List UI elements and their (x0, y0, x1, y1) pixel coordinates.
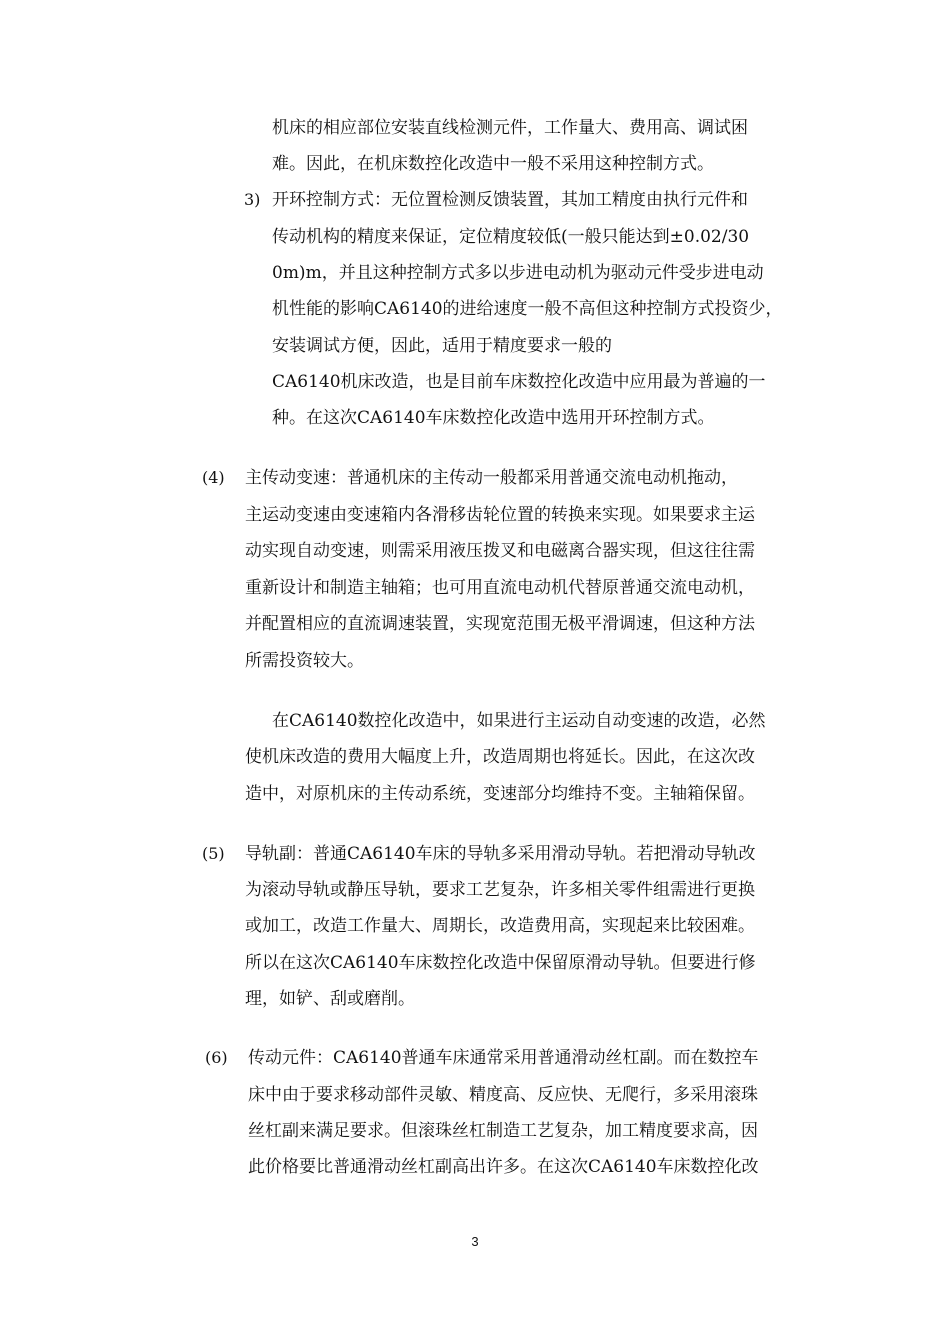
paragraph-line: 开环控制方式：无位置检测反馈装置，其加工精度由执行元件和 (272, 190, 748, 210)
list-number: 3) (244, 190, 261, 209)
paragraph-line: 重新设计和制造主轴箱；也可用直流电动机代替原普通交流电动机， (245, 578, 755, 598)
paragraph-line: 安装调试方便，因此，适用于精度要求一般的 (272, 336, 612, 356)
list-number: (5) (202, 844, 225, 863)
paragraph-line: 丝杠副来满足要求。但滚珠丝杠制造工艺复杂，加工精度要求高，因 (248, 1121, 758, 1141)
paragraph-line: 使机床改造的费用大幅度上升，改造周期也将延长。因此，在这次改 (245, 747, 755, 767)
paragraph-line: 所以在这次CA6140车床数控化改造中保留原滑动导轨。但要进行修 (245, 953, 756, 973)
paragraph-line: 机床的相应部位安装直线检测元件，工作量大、费用高、调试困 (272, 118, 748, 138)
paragraph-line: 机性能的影响CA6140的进给速度一般不高但这种控制方式投资少， (272, 299, 783, 319)
paragraph-line: 为滚动导轨或静压导轨，要求工艺复杂，许多相关零件组需进行更换 (245, 880, 755, 900)
paragraph-line: 传动元件：CA6140普通车床通常采用普通滑动丝杠副。而在数控车 (248, 1048, 759, 1068)
paragraph-line: 造中，对原机床的主传动系统，变速部分均维持不变。主轴箱保留。 (245, 784, 755, 804)
paragraph-line: 理，如铲、刮或磨削。 (245, 989, 415, 1009)
paragraph-line: 种。在这次CA6140车床数控化改造中选用开环控制方式。 (272, 408, 715, 428)
paragraph-line: 主传动变速：普通机床的主传动一般都采用普通交流电动机拖动， (245, 468, 738, 488)
paragraph-line: CA6140机床改造，也是目前车床数控化改造中应用最为普遍的一 (272, 372, 766, 392)
paragraph-line: 此价格要比普通滑动丝杠副高出许多。在这次CA6140车床数控化改 (248, 1157, 759, 1177)
paragraph-line: 所需投资较大。 (245, 651, 364, 671)
list-number: (6) (205, 1048, 228, 1067)
paragraph-line: 或加工，改造工作量大、周期长，改造费用高，实现起来比较困难。 (245, 916, 755, 936)
paragraph-line: 在CA6140数控化改造中，如果进行主运动自动变速的改造，必然 (272, 711, 766, 731)
paragraph-line: 难。因此，在机床数控化改造中一般不采用这种控制方式。 (272, 154, 714, 174)
page-number: 3 (471, 1234, 479, 1249)
list-number: (4) (202, 468, 225, 487)
paragraph-line: 床中由于要求移动部件灵敏、精度高、反应快、无爬行，多采用滚珠 (248, 1085, 758, 1105)
paragraph-line: 动实现自动变速，则需采用液压拨叉和电磁离合器实现，但这往往需 (245, 541, 755, 561)
paragraph-line: 并配置相应的直流调速装置，实现宽范围无极平滑调速，但这种方法 (245, 614, 755, 634)
paragraph-line: 主运动变速由变速箱内各滑移齿轮位置的转换来实现。如果要求主运 (245, 505, 755, 525)
paragraph-line: 导轨副：普通CA6140车床的导轨多采用滑动导轨。若把滑动导轨改 (245, 844, 756, 864)
paragraph-line: 传动机构的精度来保证，定位精度较低(一般只能达到±0.02/30 (272, 227, 750, 247)
paragraph-line: 0m)m，并且这种控制方式多以步进电动机为驱动元件受步进电动 (272, 263, 764, 283)
